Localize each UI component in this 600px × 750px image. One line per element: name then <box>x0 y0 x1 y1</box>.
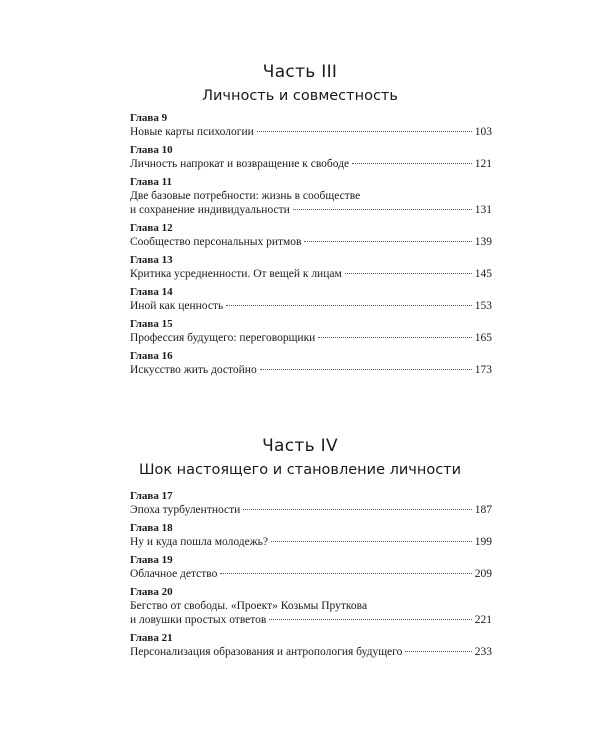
chapter-title-continued: и ловушки простых ответов <box>130 614 267 626</box>
part-title: Часть IV <box>262 436 338 456</box>
page-number: 187 <box>474 504 492 516</box>
part-3-header <box>0 62 600 106</box>
dot-leader <box>257 131 472 132</box>
dot-leader <box>260 369 472 370</box>
page-number: 139 <box>474 236 492 248</box>
chapter-title: Эпоха турбулентности <box>130 504 241 516</box>
toc-entry-chapter-19[interactable] <box>130 553 492 581</box>
chapter-label: Глава 19 <box>130 554 173 566</box>
chapter-label: Глава 20 <box>130 586 173 598</box>
page-number: 165 <box>474 332 492 344</box>
chapter-label: Глава 15 <box>130 318 173 330</box>
dot-leader <box>304 241 471 242</box>
toc-entry-chapter-16[interactable] <box>130 349 492 377</box>
dot-leader <box>220 573 471 574</box>
chapter-label: Глава 12 <box>130 222 173 234</box>
chapter-label: Глава 10 <box>130 144 173 156</box>
dot-leader <box>293 209 472 210</box>
chapter-title: Сообщество персональных ритмов <box>130 236 302 248</box>
chapter-label: Глава 17 <box>130 490 173 502</box>
chapter-title: Новые карты психологии <box>130 126 254 138</box>
page-number: 221 <box>474 614 492 626</box>
chapter-title: Искусство жить достойно <box>130 364 257 376</box>
part-title: Часть III <box>262 62 338 82</box>
chapter-title: Профессия будущего: переговорщики <box>130 332 316 344</box>
dot-leader <box>345 273 472 274</box>
toc-entry-chapter-10[interactable] <box>130 143 492 171</box>
toc-entry-chapter-18[interactable] <box>130 521 492 549</box>
chapter-label: Глава 21 <box>130 632 173 644</box>
part-4-toc <box>130 489 492 663</box>
chapter-title: Облачное детство <box>130 568 218 580</box>
chapter-label: Глава 9 <box>130 112 168 124</box>
chapter-title: Иной как ценность <box>130 300 224 312</box>
dot-leader <box>226 305 472 306</box>
chapter-title-continued: и сохранение индивидуальности <box>130 204 290 216</box>
dot-leader <box>318 337 471 338</box>
part-subtitle: Личность и совместность <box>202 88 398 104</box>
chapter-title: Две базовые потребности: жизнь в сообществе <box>130 190 361 202</box>
chapter-label: Глава 16 <box>130 350 173 362</box>
toc-entry-chapter-13[interactable] <box>130 253 492 281</box>
dot-leader <box>405 651 471 652</box>
chapter-label: Глава 13 <box>130 254 173 266</box>
toc-entry-chapter-9[interactable] <box>130 111 492 139</box>
chapter-title: Персонализация образования и антропология будущего <box>130 646 403 658</box>
dot-leader <box>352 163 472 164</box>
page-number: 233 <box>474 646 492 658</box>
chapter-label: Глава 18 <box>130 522 173 534</box>
chapter-title: Ну и куда пошла молодежь? <box>130 536 268 548</box>
dot-leader <box>243 509 471 510</box>
page-number: 209 <box>474 568 492 580</box>
chapter-title: Бегство от свободы. «Проект» Козьмы Пруткова <box>130 600 368 612</box>
page-number: 199 <box>474 536 492 548</box>
chapter-title: Критика усредненности. От вещей к лицам <box>130 268 342 280</box>
page-number: 103 <box>474 126 492 138</box>
toc-entry-chapter-11[interactable] <box>130 175 492 217</box>
toc-entry-chapter-20[interactable] <box>130 585 492 627</box>
part-4-header <box>0 436 600 480</box>
chapter-label: Глава 14 <box>130 286 173 298</box>
chapter-label: Глава 11 <box>130 176 173 188</box>
page-number: 153 <box>474 300 492 312</box>
toc-entry-chapter-15[interactable] <box>130 317 492 345</box>
chapter-title: Личность напрокат и возвращение к свободе <box>130 158 350 170</box>
toc-entry-chapter-17[interactable] <box>130 489 492 517</box>
part-3-toc <box>130 111 492 381</box>
page-number: 173 <box>474 364 492 376</box>
page-number: 145 <box>474 268 492 280</box>
dot-leader <box>269 619 471 620</box>
page-number: 121 <box>474 158 492 170</box>
toc-entry-chapter-14[interactable] <box>130 285 492 313</box>
dot-leader <box>271 541 472 542</box>
part-subtitle: Шок настоящего и становление личности <box>138 462 462 478</box>
toc-entry-chapter-21[interactable] <box>130 631 492 659</box>
page-number: 131 <box>474 204 492 216</box>
toc-entry-chapter-12[interactable] <box>130 221 492 249</box>
